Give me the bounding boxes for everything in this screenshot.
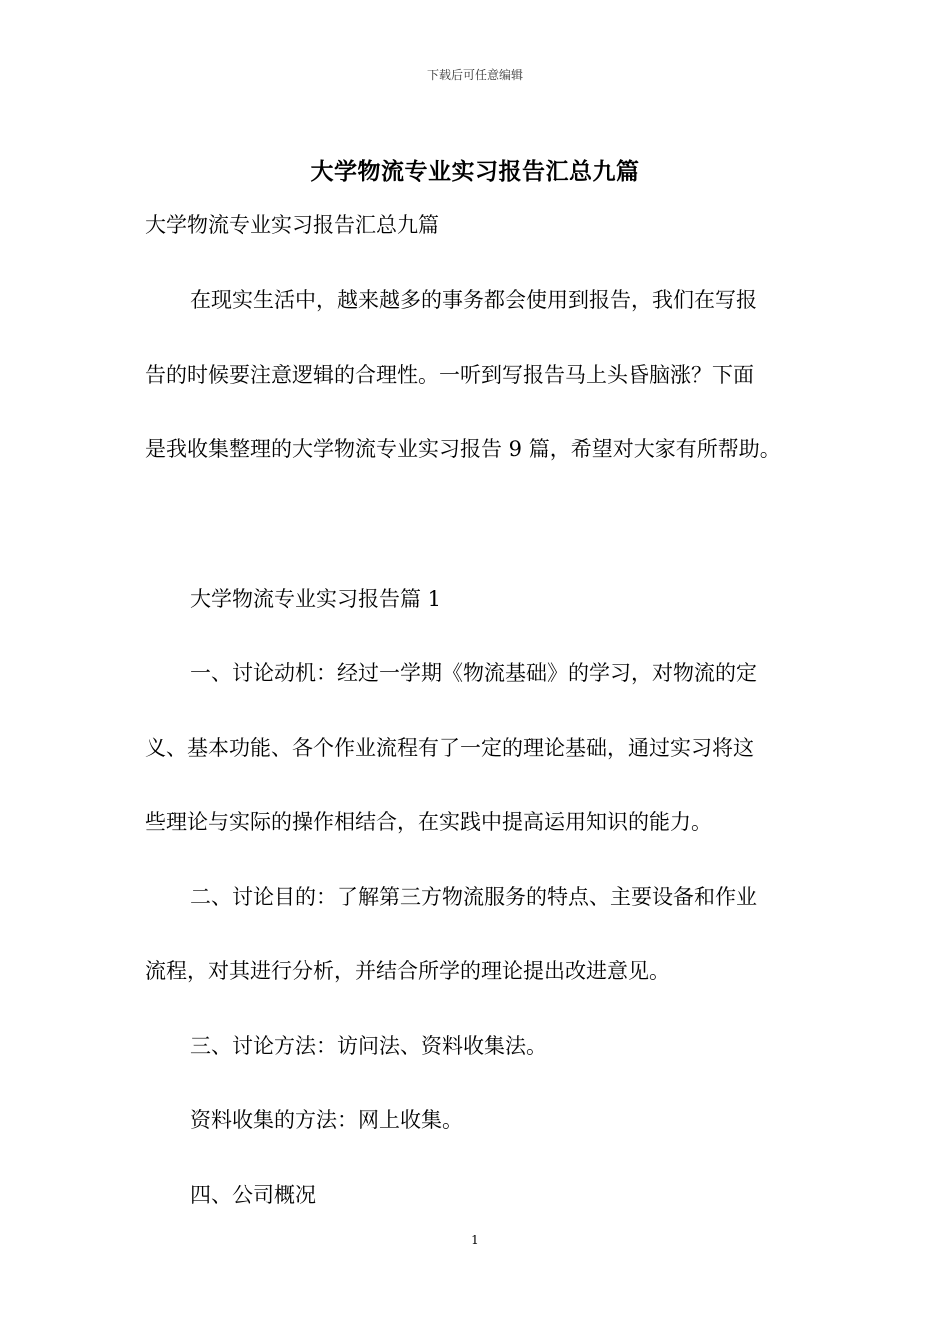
header-note: 下载后可任意编辑 — [426, 68, 523, 82]
method-paragraph: 三、讨论方法：访问法、资料收集法。 — [190, 1034, 547, 1058]
motivation-line-2: 义、基本功能、各个作业流程有了一定的理论基础，通过实习将这 — [145, 736, 754, 760]
company-heading: 四、公司概况 — [190, 1183, 316, 1207]
motivation-line-1: 一、讨论动机：经过一学期《物流基础》的学习，对物流的定 — [190, 661, 757, 685]
page-number: 1 — [471, 1233, 479, 1247]
purpose-line-2: 流程，对其进行分析，并结合所学的理论提出改进意见。 — [145, 959, 670, 983]
intro-line-1: 在现实生活中，越来越多的事务都会使用到报告，我们在写报 — [190, 288, 757, 312]
collection-paragraph: 资料收集的方法：网上收集。 — [190, 1108, 463, 1132]
intro-line-2: 告的时候要注意逻辑的合理性。一听到写报告马上头昏脑涨？下面 — [145, 363, 754, 387]
purpose-line-1: 二、讨论目的：了解第三方物流服务的特点、主要设备和作业 — [190, 885, 757, 909]
intro-line-3: 是我收集整理的大学物流专业实习报告 9 篇，希望对大家有所帮助。 — [145, 437, 781, 461]
document-subtitle: 大学物流专业实习报告汇总九篇 — [145, 213, 439, 237]
document-title: 大学物流专业实习报告汇总九篇 — [310, 158, 640, 185]
section-heading: 大学物流专业实习报告篇 1 — [190, 587, 442, 611]
motivation-line-3: 些理论与实际的操作相结合，在实践中提高运用知识的能力。 — [145, 810, 712, 834]
